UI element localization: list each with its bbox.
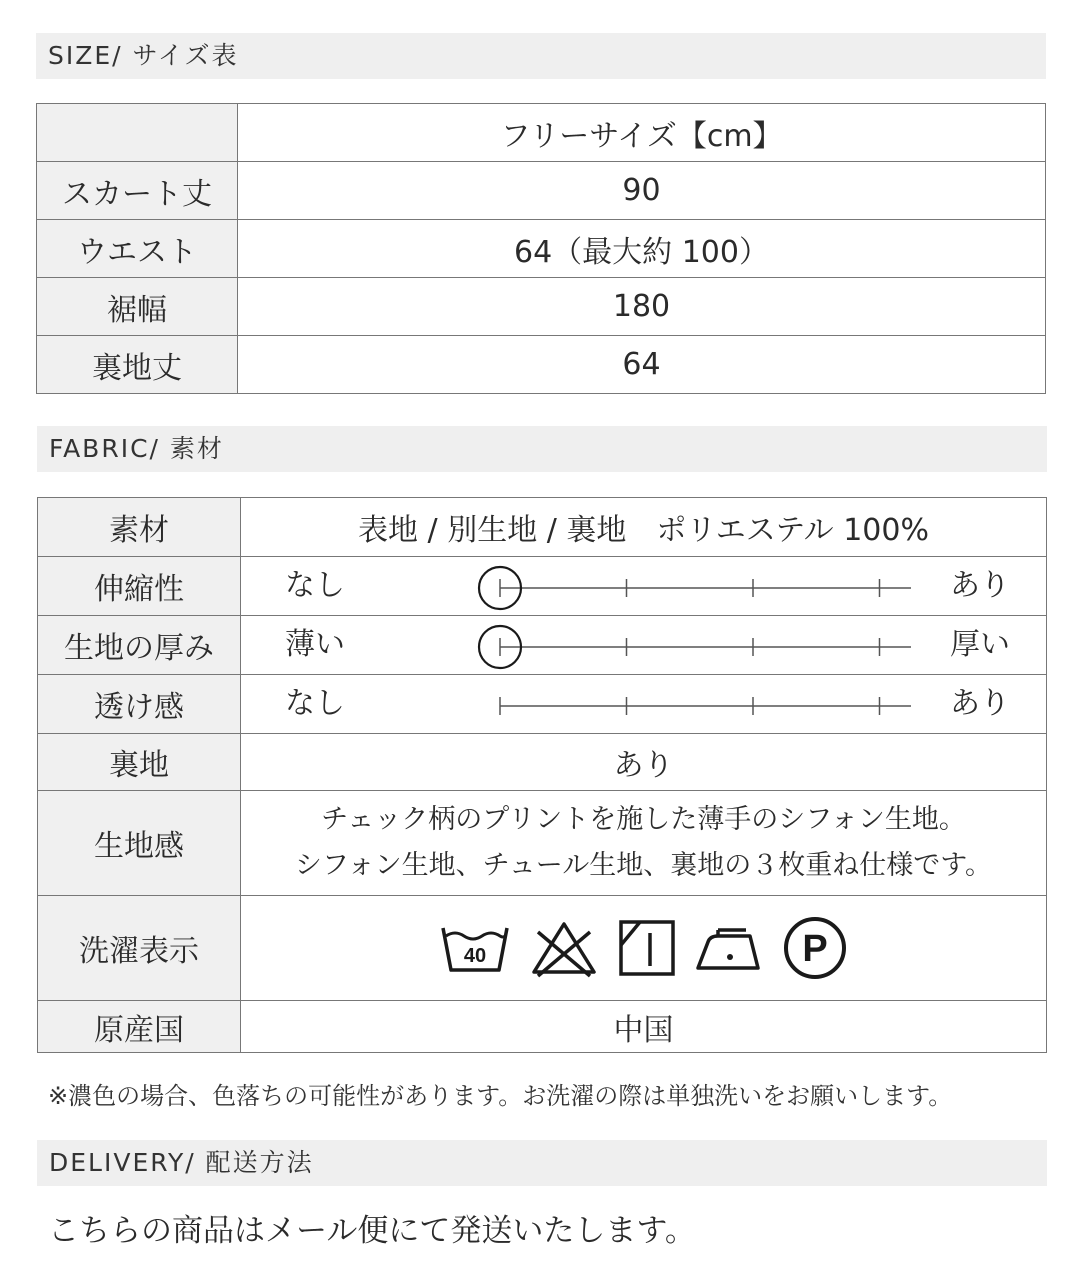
stretch-scale-left-label: なし [285, 568, 345, 603]
sheerness-scale-left-label: なし [285, 686, 345, 721]
thickness-label: 生地の厚み [38, 616, 241, 675]
dry-flat-icon [618, 919, 676, 977]
sheerness-scale-graphic [371, 675, 911, 733]
size-value-lining-length: 64 [238, 336, 1046, 394]
dry-clean-p-icon [782, 915, 848, 981]
fabric-feel-value [241, 791, 1047, 896]
thickness-scale [241, 616, 1047, 675]
size-value-waist: 64（最大約 100） [238, 220, 1046, 278]
wash-40-icon [440, 920, 510, 976]
table-row [37, 104, 1046, 162]
thickness-scale-graphic [371, 616, 911, 674]
table-row [38, 791, 1047, 896]
sheerness-scale [241, 675, 1047, 734]
size-column-header: フリーサイズ【cm】 [238, 104, 1046, 162]
material-label: 素材 [38, 498, 241, 557]
lining-value: あり [241, 734, 1047, 791]
size-label-lining-length: 裏地丈 [37, 336, 238, 394]
table-row [38, 734, 1047, 791]
fabric-feel-line-1: チェック柄のプリントを施した薄手のシフォン生地。 [321, 804, 966, 835]
sheerness-label: 透け感 [38, 675, 241, 734]
delivery-section-header: DELIVERY/ 配送方法 [37, 1140, 1047, 1186]
table-row [38, 557, 1047, 616]
stretch-scale-right-label: あり [950, 568, 1010, 603]
size-label-skirt-length: スカート丈 [37, 162, 238, 220]
stretch-scale-graphic [371, 557, 911, 615]
wash-temperature: 40 [463, 945, 486, 967]
sheerness-scale-right-label: あり [950, 686, 1010, 721]
dry-clean-letter: P [801, 928, 828, 970]
table-row [38, 1001, 1047, 1053]
lining-label: 裏地 [38, 734, 241, 791]
table-row [38, 498, 1047, 557]
fabric-feel-label: 生地感 [38, 791, 241, 896]
table-row [38, 616, 1047, 675]
size-value-hem-width: 180 [238, 278, 1046, 336]
thickness-scale-left-label: 薄い [285, 627, 345, 662]
delivery-text: こちらの商品はメール便にて発送いたします。 [48, 1213, 696, 1249]
table-row [38, 896, 1047, 1001]
table-row [37, 162, 1046, 220]
size-section-header: SIZE/ サイズ表 [36, 33, 1046, 79]
iron-low-icon [694, 922, 764, 974]
origin-label: 原産国 [38, 1001, 241, 1053]
material-value: 表地 / 別生地 / 裏地 ポリエステル 100% [241, 498, 1047, 557]
size-table-corner [37, 104, 238, 162]
table-row [37, 278, 1046, 336]
care-note: ※濃色の場合、色落ちの可能性があります。お洗濯の際は単独洗いをお願いします。 [48, 1082, 953, 1110]
size-label-hem-width: 裾幅 [37, 278, 238, 336]
size-value-skirt-length: 90 [238, 162, 1046, 220]
stretch-label: 伸縮性 [38, 557, 241, 616]
no-bleach-icon [528, 918, 600, 978]
care-icons [241, 896, 1047, 1001]
size-label-waist: ウエスト [37, 220, 238, 278]
thickness-scale-right-label: 厚い [950, 627, 1010, 662]
size-table [36, 103, 1046, 394]
stretch-scale [241, 557, 1047, 616]
fabric-section-header: FABRIC/ 素材 [37, 426, 1047, 472]
fabric-feel-line-2: シフォン生地、チュール生地、裏地の３枚重ね仕様です。 [294, 850, 993, 881]
table-row [38, 675, 1047, 734]
table-row [37, 220, 1046, 278]
origin-value: 中国 [241, 1001, 1047, 1053]
table-row [37, 336, 1046, 394]
fabric-table [37, 497, 1047, 1053]
care-label: 洗濯表示 [38, 896, 241, 1001]
